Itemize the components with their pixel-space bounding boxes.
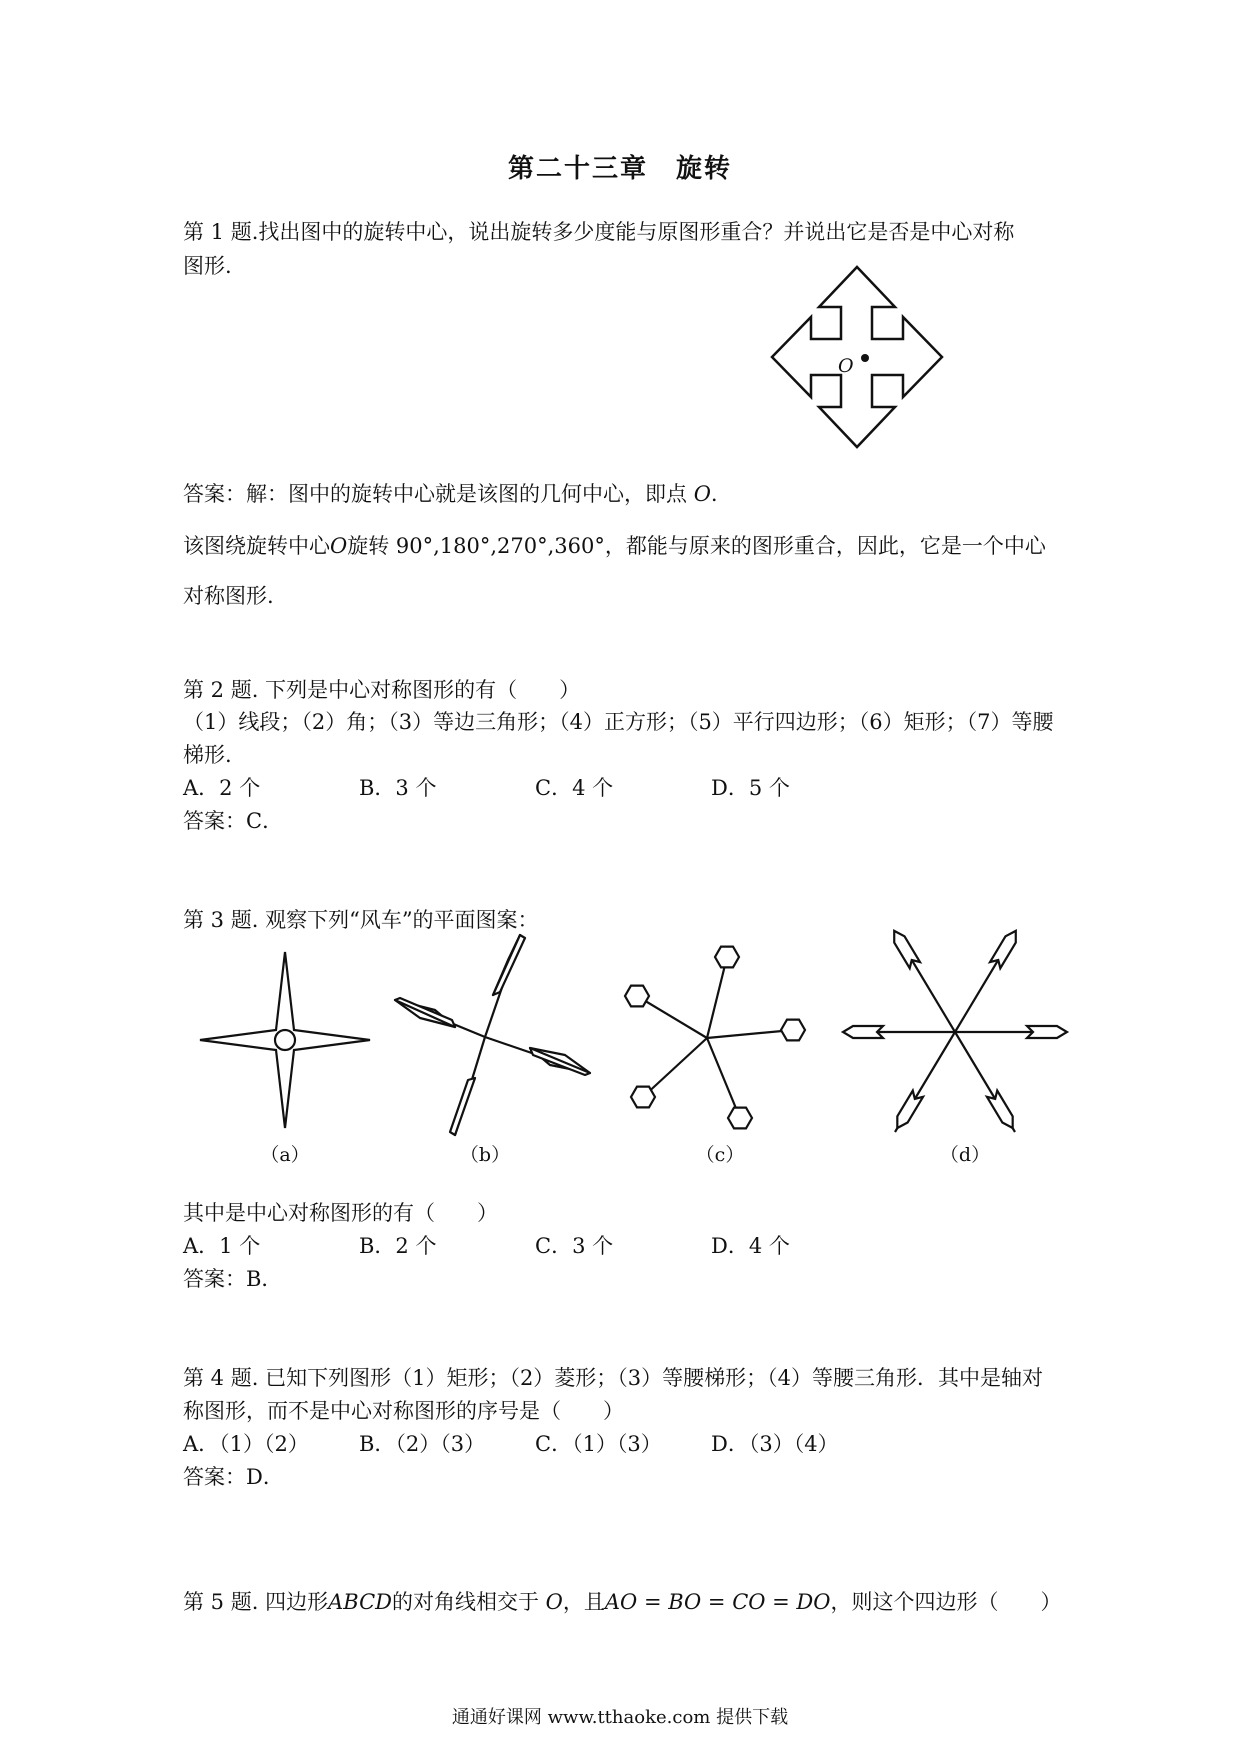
four-arrow-shape bbox=[772, 267, 942, 447]
q2-option-d: D．5 个 bbox=[711, 776, 790, 800]
pinwheel-figure-a bbox=[195, 950, 375, 1130]
q5-abcd: ABCD bbox=[328, 1590, 392, 1614]
spoke-line bbox=[707, 1038, 740, 1118]
q4-answer: 答案：D． bbox=[183, 1465, 284, 1489]
figure-c-caption: （c） bbox=[695, 1144, 745, 1166]
q3-option-d: D．4 个 bbox=[711, 1234, 790, 1258]
q1-answer-pre: 答案：解：图中的旋转中心就是该图的几何中心，即点 bbox=[183, 482, 687, 506]
page-footer: 通通好课网 www.tthaoke.com 提供下载 bbox=[451, 1707, 789, 1728]
q3-option-a: A．1 个 bbox=[183, 1234, 261, 1258]
arrow-feather bbox=[1027, 1026, 1067, 1038]
q2-options bbox=[183, 778, 887, 799]
blade-edge bbox=[450, 1078, 475, 1135]
hexagon-shape bbox=[728, 1108, 752, 1129]
spoke-line bbox=[707, 957, 727, 1038]
pinwheel-figure-c bbox=[615, 935, 815, 1135]
q1-text: 找出图中的旋转中心，说出旋转多少度能与原图形重合？并说出它是否是中心对称 bbox=[258, 220, 1015, 244]
star-center-circle bbox=[275, 1030, 295, 1050]
q2-text-line bbox=[183, 680, 580, 701]
q3-text-line bbox=[183, 910, 539, 931]
q1-answer2-post: 旋转 90°,180°,270°,360°，都能与原来的图形重合，因此，它是一个中心 bbox=[347, 534, 1046, 558]
q2-items-line2: 梯形. bbox=[183, 743, 232, 767]
q4-option-c: C．（1）（3） bbox=[535, 1432, 662, 1456]
q4-option-d: D．（3）（4） bbox=[711, 1432, 839, 1456]
center-point-o bbox=[861, 354, 869, 362]
q4-option-b: B．（2）（3） bbox=[359, 1432, 486, 1456]
spoke-line bbox=[707, 1030, 793, 1038]
q3-answer: 答案：B． bbox=[183, 1267, 283, 1291]
blade-edge bbox=[395, 998, 455, 1027]
q2-text: 下列是中心对称图形的有（ ） bbox=[265, 678, 581, 702]
arrow-feather bbox=[892, 1091, 923, 1131]
q4-text: 已知下列图形（1）矩形；（2）菱形；（3）等腰梯形；（4）等腰三角形．其中是轴对 bbox=[265, 1366, 1044, 1390]
page-title: 第二十三章 旋转 bbox=[507, 154, 732, 184]
hexagon-shape bbox=[781, 1020, 805, 1041]
q3-text: 观察下列“风车”的平面图案： bbox=[265, 908, 539, 932]
q2-items-line1: （1）线段；（2）角；（3）等边三角形；（4）正方形；（5）平行四边形；（6）矩形；（7）等腰 bbox=[183, 710, 1054, 734]
q1-text-line2: 图形. bbox=[183, 254, 232, 278]
q4-option-a: A．（1）（2） bbox=[183, 1432, 309, 1456]
arrow-feather bbox=[987, 1091, 1018, 1131]
q5-o: O bbox=[545, 1590, 563, 1614]
q3-option-c: C．3 个 bbox=[535, 1234, 614, 1258]
q5-text-post: ，则这个四边形（ ） bbox=[830, 1590, 1062, 1614]
figure-a-caption: （a） bbox=[260, 1144, 310, 1166]
q1-answer2-pre: 该图绕旋转中心 bbox=[183, 534, 330, 558]
q4-label: 第 4 题. bbox=[183, 1366, 259, 1390]
q5-text-mid: 的对角线相交于 bbox=[391, 1590, 539, 1614]
q3-options bbox=[183, 1236, 887, 1257]
q1-answer-var: O bbox=[693, 482, 711, 506]
spoke-line bbox=[637, 996, 707, 1038]
q5-equation: AO = BO = CO = DO bbox=[604, 1590, 831, 1614]
q3-label: 第 3 题. bbox=[183, 908, 259, 932]
blade-edge bbox=[493, 935, 525, 995]
figure-b-caption: （b） bbox=[459, 1144, 511, 1166]
q1-answer-line2 bbox=[183, 536, 1046, 557]
q1-label: 第 1 题. bbox=[183, 220, 259, 244]
pinwheel-figure-b bbox=[380, 930, 600, 1140]
q2-option-b: B．3 个 bbox=[359, 776, 437, 800]
q2-option-a: A．2 个 bbox=[183, 776, 261, 800]
spoke-line bbox=[643, 1038, 707, 1097]
q2-label: 第 2 题. bbox=[183, 678, 259, 702]
q1-answer-line1 bbox=[183, 484, 718, 505]
q4-text-line2: 称图形，而不是中心对称图形的序号是（ ） bbox=[183, 1399, 624, 1423]
q2-option-c: C．4 个 bbox=[535, 776, 614, 800]
point-o-label: O bbox=[838, 355, 854, 377]
q5-text-line bbox=[183, 1592, 1062, 1613]
hexagon-shape bbox=[631, 1087, 655, 1108]
blade-edge bbox=[530, 1048, 590, 1075]
q1-answer2-var: O bbox=[330, 534, 348, 558]
figure-d-caption: （d） bbox=[939, 1144, 991, 1166]
pinwheel-figure-d bbox=[840, 922, 1070, 1142]
hexagon-shape bbox=[715, 947, 739, 968]
arrow-feather bbox=[990, 928, 1021, 968]
q1-answer-post: . bbox=[710, 482, 718, 506]
q1-arrow-cross-figure bbox=[770, 265, 960, 450]
q3-option-b: B．2 个 bbox=[359, 1234, 437, 1258]
q5-label: 第 5 题. bbox=[183, 1590, 259, 1614]
q5-text-pre: 四边形 bbox=[265, 1590, 329, 1614]
q1-answer-line3: 对称图形. bbox=[183, 584, 274, 608]
arrow-feather bbox=[843, 1026, 883, 1038]
q4-options bbox=[183, 1434, 887, 1455]
q1-text-line1 bbox=[183, 222, 1014, 243]
q3-question: 其中是中心对称图形的有（ ） bbox=[183, 1201, 498, 1225]
q5-text-mid2: ，且 bbox=[562, 1590, 605, 1614]
arrow-feather bbox=[889, 928, 920, 968]
hexagon-shape bbox=[625, 986, 649, 1007]
q2-answer: 答案：C． bbox=[183, 809, 284, 833]
q4-text-line1 bbox=[183, 1368, 1043, 1389]
